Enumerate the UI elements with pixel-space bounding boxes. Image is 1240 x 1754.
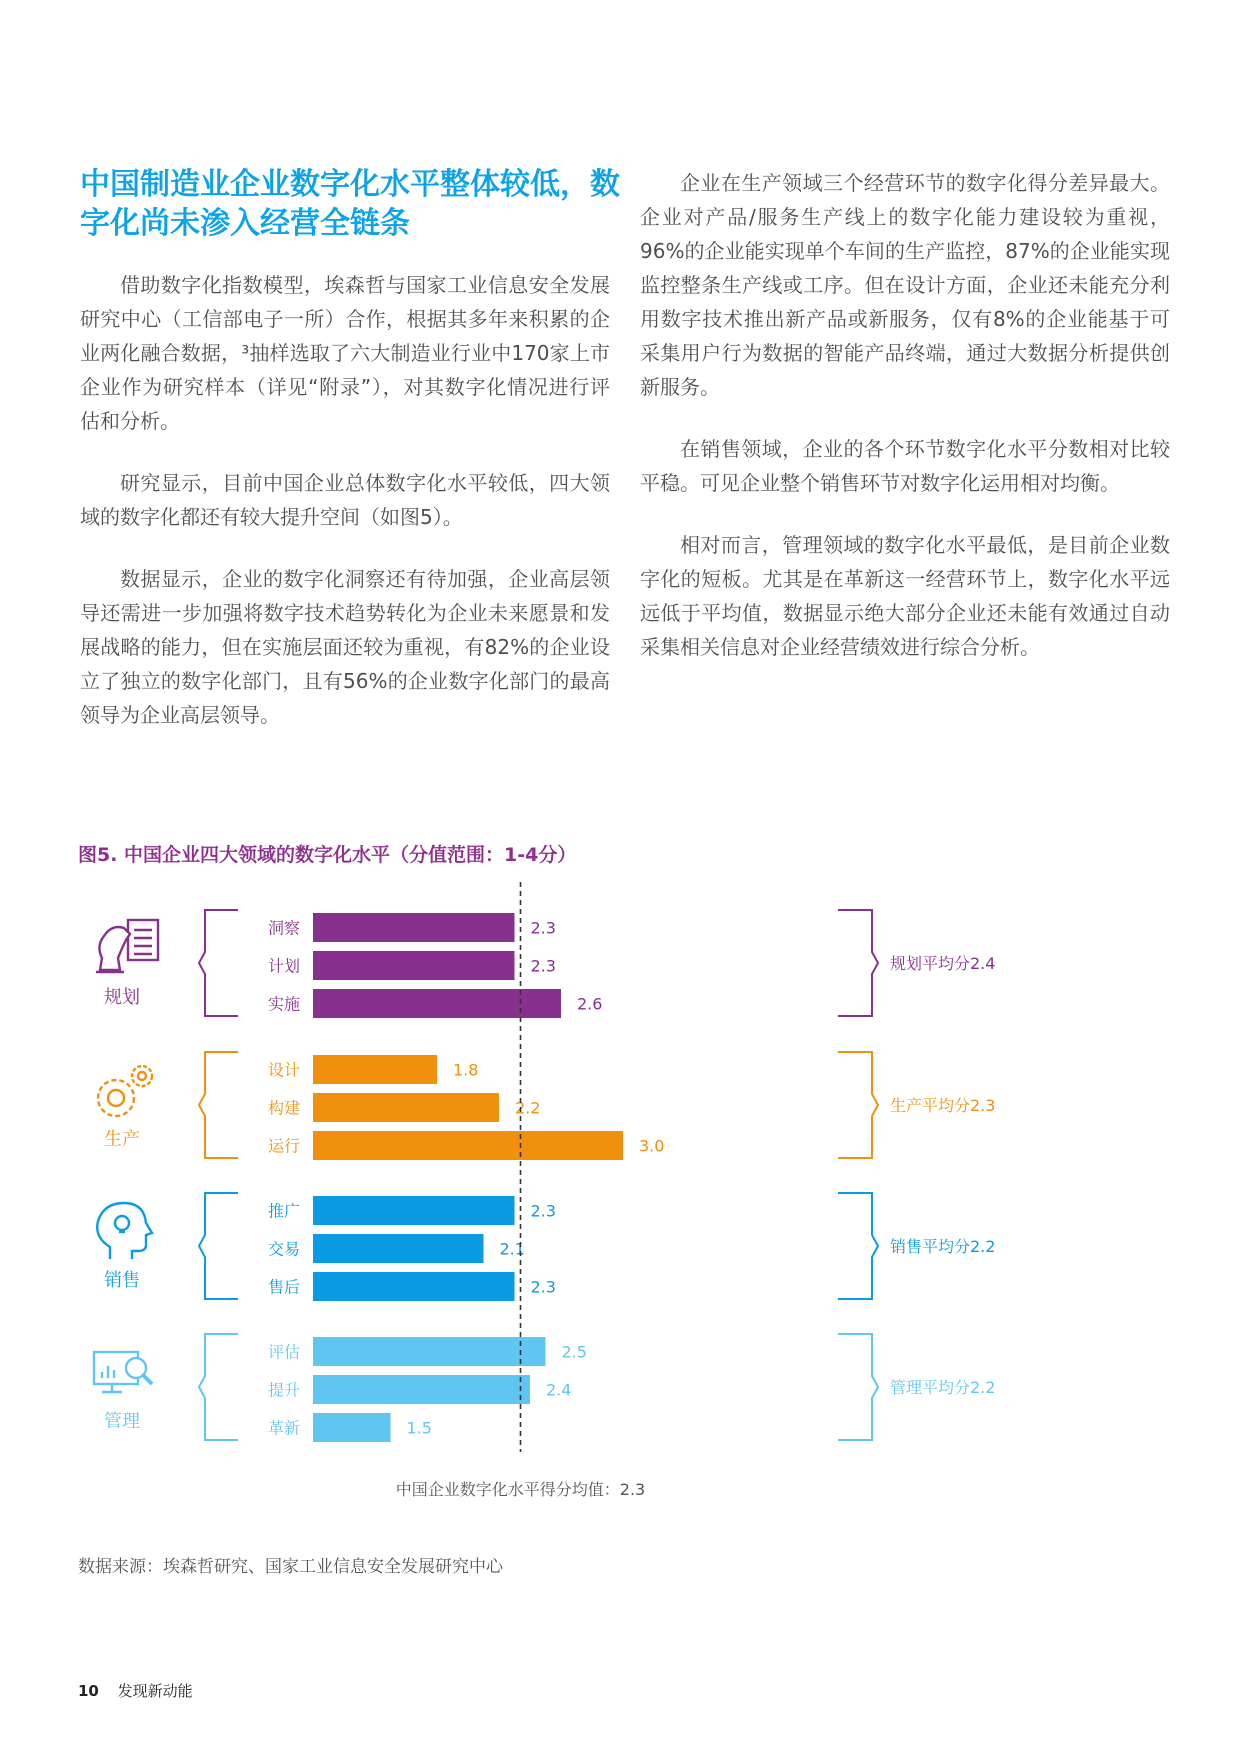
- bar-售后: [313, 1272, 515, 1301]
- category-label: 售后: [267, 1277, 300, 1297]
- right-column: [640, 166, 1170, 692]
- bar-设计: [313, 1055, 437, 1084]
- category-label: 计划: [267, 956, 300, 976]
- group-average-label: 销售平均分2.2: [890, 1237, 996, 1256]
- digitalization-bar-chart: [0, 880, 1240, 1520]
- group-name-label: 管理: [104, 1411, 140, 1432]
- left-bracket: [199, 1334, 238, 1440]
- figure-title: 图5. 中国企业四大领域的数字化水平（分值范围：1-4分）: [78, 844, 577, 866]
- group-生产: [98, 1052, 995, 1160]
- category-label: 设计: [267, 1060, 300, 1080]
- head-lightbulb-icon: [97, 1203, 152, 1259]
- value-label: 2.2: [515, 1098, 541, 1118]
- knight-shape: [99, 927, 130, 970]
- category-label: 推广: [267, 1201, 300, 1221]
- right-bracket: [838, 1334, 878, 1440]
- bar-革新: [313, 1413, 391, 1442]
- lightbulb-shape: [115, 1216, 129, 1230]
- data-source-note: 数据来源：埃森哲研究、国家工业信息安全发展研究中心: [78, 1557, 503, 1577]
- value-label: 1.5: [406, 1418, 432, 1438]
- left-bracket: [199, 910, 238, 1016]
- group-规划: [96, 910, 995, 1018]
- group-average-label: 生产平均分2.3: [890, 1096, 996, 1115]
- group-管理: [94, 1334, 995, 1442]
- group-销售: [97, 1193, 995, 1301]
- category-label: 评估: [267, 1342, 300, 1362]
- category-label: 提升: [267, 1380, 300, 1400]
- left-bracket: [199, 1193, 238, 1299]
- magnifier-handle: [143, 1375, 152, 1384]
- section-heading: 中国制造业企业数字化水平整体较低，数字化尚未渗入经营全链条: [80, 167, 620, 241]
- right-bracket: [838, 1052, 878, 1158]
- gear-inner: [108, 1090, 124, 1106]
- bar-运行: [313, 1131, 623, 1160]
- value-label: 2.3: [530, 918, 556, 938]
- category-label: 洞察: [267, 918, 300, 938]
- group-name-label: 规划: [104, 987, 140, 1008]
- group-average-label: 规划平均分2.4: [890, 954, 996, 973]
- paragraph: 数据显示，企业的数字化洞察还有待加强，企业高层领导还需进一步加强将数字技术趋势转化为企业未来愿景和发展战略的能力，但在实施层面还较为重视，有82%的企业设立了独立的数字化部门，且有56%的企业数字化部门的最高领导为企业高层领导。: [80, 567, 610, 727]
- paragraph: 在销售领域，企业的各个环节数字化水平分数相对比较平稳。可见企业整个销售环节对数字化运用相对均衡。: [640, 437, 1170, 495]
- category-label: 运行: [267, 1136, 300, 1156]
- left-column: [80, 268, 610, 760]
- right-bracket: [838, 910, 878, 1016]
- average-reference-label: 中国企业数字化水平得分均值：2.3: [395, 1480, 646, 1499]
- category-label: 实施: [267, 994, 300, 1014]
- value-label: 2.3: [530, 1277, 556, 1297]
- value-label: 2.4: [546, 1380, 572, 1400]
- gears-icon: [98, 1066, 152, 1116]
- gear-small-outer: [132, 1066, 152, 1086]
- paragraph: 相对而言，管理领域的数字化水平最低，是目前企业数字化的短板。尤其是在革新这一经营环节上，数字化水平远远低于平均值，数据显示绝大部分企业还未能有效通过自动采集相关信息对企业经营绩效进行综合分析。: [640, 533, 1170, 659]
- bar-推广: [313, 1196, 515, 1225]
- footer-title: 发现新动能: [117, 1682, 193, 1700]
- value-label: 2.5: [561, 1342, 587, 1362]
- bar-构建: [313, 1093, 499, 1122]
- page-footer: [78, 1680, 193, 1701]
- category-label: 构建: [267, 1098, 300, 1118]
- paragraph: 借助数字化指数模型，埃森哲与国家工业信息安全发展研究中心（工信部电子一所）合作，根据其多年来积累的企业两化融合数据，³抽样选取了六大制造业行业中170家上市企业作为研究样本（详见“附录”），对其数字化情况进行评估和分析。: [80, 273, 610, 433]
- gear-small-inner: [138, 1072, 146, 1080]
- bar-交易: [313, 1234, 484, 1263]
- paragraph: 企业在生产领域三个经营环节的数字化得分差异最大。企业对产品/服务生产线上的数字化能力建设较为重视，96%的企业能实现单个车间的生产监控，87%的企业能实现监控整条生产线或工序。但在设计方面，企业还未能充分利用数字技术推出新产品或新服务，仅有8%的企业能基于可采集用户行为数据的智能产品终端，通过大数据分析提供创新服务。: [640, 171, 1170, 399]
- category-label: 革新: [267, 1418, 300, 1438]
- bar-洞察: [313, 913, 515, 942]
- chess-knight-document-icon: [96, 920, 158, 972]
- page-number: 10: [78, 1682, 99, 1700]
- value-label: 3.0: [639, 1136, 665, 1156]
- bar-计划: [313, 951, 515, 980]
- paragraph: 研究显示，目前中国企业总体数字化水平较低，四大领域的数字化都还有较大提升空间（如图5）。: [80, 471, 610, 529]
- left-bracket: [199, 1052, 238, 1158]
- bar-提升: [313, 1375, 530, 1404]
- bar-实施: [313, 989, 561, 1018]
- value-label: 2.1: [499, 1239, 525, 1259]
- value-label: 1.8: [453, 1060, 479, 1080]
- group-name-label: 销售: [104, 1270, 140, 1291]
- value-label: 2.3: [530, 956, 556, 976]
- value-label: 2.3: [530, 1201, 556, 1221]
- value-label: 2.6: [577, 994, 603, 1014]
- right-bracket: [838, 1193, 878, 1299]
- group-average-label: 管理平均分2.2: [890, 1378, 996, 1397]
- category-label: 交易: [267, 1239, 300, 1259]
- group-name-label: 生产: [104, 1129, 140, 1150]
- bar-评估: [313, 1337, 546, 1366]
- gear-outer: [98, 1080, 134, 1116]
- monitor-magnifier-icon: [94, 1352, 152, 1392]
